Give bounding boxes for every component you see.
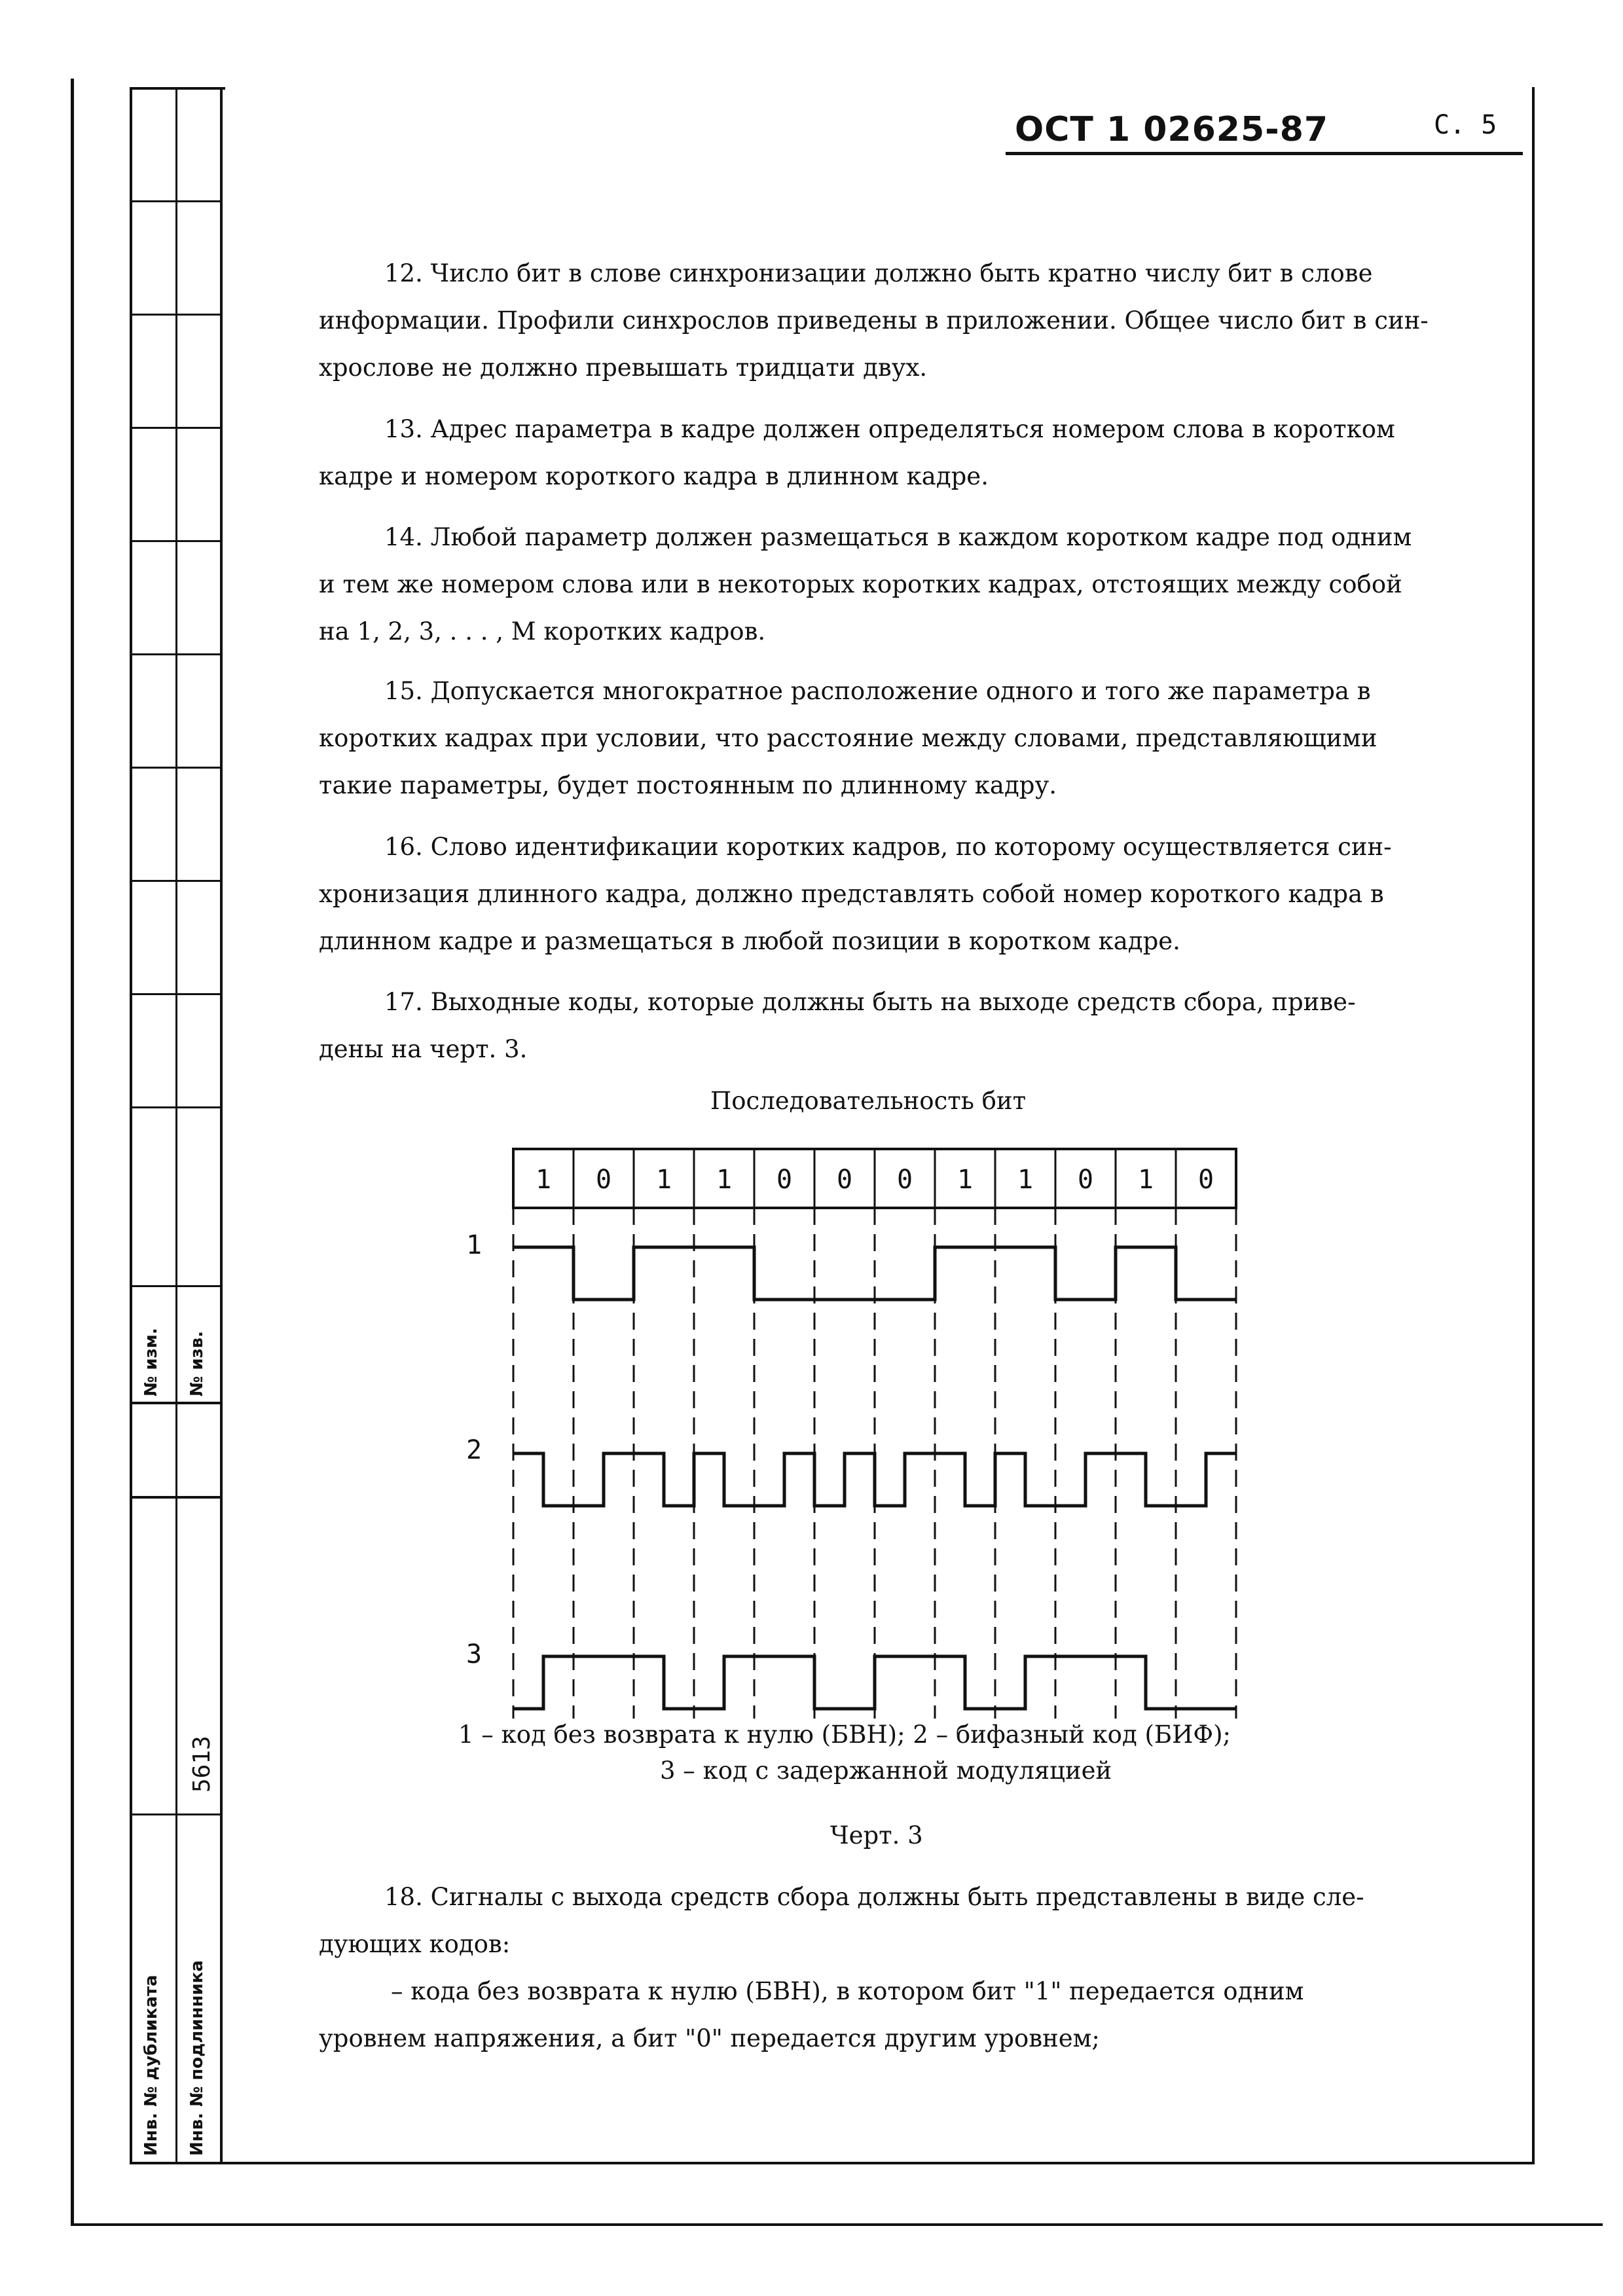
paragraph-line: дующих кодов: <box>319 1930 511 1958</box>
bit-value-label: 0 <box>896 1165 913 1195</box>
paragraph-line: 14. Любой параметр должен размещаться в каждом коротком кадре под одним <box>384 523 1412 551</box>
waveform-number-label: 2 <box>466 1435 483 1465</box>
figure-caption: Черт. 3 <box>830 1821 923 1850</box>
waveform-number-label: 3 <box>466 1639 483 1669</box>
bit-value-label: 0 <box>776 1165 793 1195</box>
page-number: С. 5 <box>1434 110 1497 140</box>
paragraph-line: 17. Выходные коды, которые должны быть на выходе средств сбора, приве- <box>384 988 1356 1016</box>
original-inventory-label: Инв. № подлинника <box>187 1960 207 2156</box>
original-inventory-number: 5613 <box>189 1736 215 1793</box>
paragraph-line: 12. Число бит в слове синхронизации должно быть кратно числу бит в слове <box>384 259 1373 287</box>
bit-value-label: 1 <box>716 1165 733 1195</box>
paragraph-line: – кода без возврата к нулю (БВН), в котором бит "1" передается одним <box>391 1977 1304 2005</box>
document-code: ОСТ 1 02625-87 <box>1015 110 1329 149</box>
bit-value-label: 1 <box>1017 1165 1034 1195</box>
bit-sequence-table <box>513 1149 1236 1208</box>
bit-value-label: 1 <box>957 1165 974 1195</box>
bit-value-label: 1 <box>655 1165 672 1195</box>
paragraph-line: 13. Адрес параметра в кадре должен определяться номером слова в коротком <box>384 415 1395 443</box>
paragraph-line: на 1, 2, 3, . . . , M коротких кадров. <box>319 617 766 646</box>
waveform-number-label: 1 <box>466 1230 483 1260</box>
bit-sequence-title: Последовательность бит <box>710 1087 1027 1115</box>
paragraph-line: 16. Слово идентификации коротких кадров, по которому осуществляется син- <box>384 833 1392 861</box>
delay-modulation-waveform <box>513 1656 1236 1709</box>
bit-value-label: 0 <box>595 1165 612 1195</box>
revision-no-label: № изм. <box>141 1328 161 1396</box>
waveform-labels <box>466 1230 482 1669</box>
paragraph-line: 18. Сигналы с выхода средств сбора должны быть представлены в виде сле- <box>384 1883 1364 1911</box>
paragraph-line: хронизация длинного кадра, должно представлять собой номер короткого кадра в <box>319 880 1384 908</box>
bit-value-label: 0 <box>836 1165 853 1195</box>
paragraph-line: дены на черт. 3. <box>319 1035 528 1063</box>
paragraph-line: 15. Допускается многократное расположение одного и того же параметра в <box>384 677 1371 705</box>
bit-value-label: 1 <box>535 1165 552 1195</box>
figure-legend-line-2: 3 – код с задержанной модуляцией <box>660 1757 1112 1785</box>
paragraph-18-item-nrz <box>319 1968 1458 2062</box>
paragraph-line: кадре и номером короткого кадра в длинном кадре. <box>319 462 989 490</box>
paragraph-line: уровнем напряжения, а бит "0" передается другим уровнем; <box>319 2024 1100 2052</box>
paragraph-line: длинном кадре и размещаться в любой позиции в коротком кадре. <box>319 927 1180 955</box>
duplicate-inventory-label: Инв. № дубликата <box>141 1975 161 2156</box>
bit-value-label: 0 <box>1197 1165 1214 1195</box>
bit-value-label: 1 <box>1137 1165 1154 1195</box>
biphase-waveform <box>513 1453 1236 1506</box>
notice-no-label: № изв. <box>187 1331 207 1396</box>
paragraph-line: информации. Профили синхрослов приведены в приложении. Общее число бит в син- <box>319 306 1429 335</box>
paragraph-line: такие параметры, будет постоянным по длинному кадру. <box>319 771 1057 799</box>
bit-value-label: 0 <box>1077 1165 1094 1195</box>
paragraph-line: хрослове не должно превышать тридцати двух. <box>319 354 928 382</box>
paragraph-18 <box>319 1874 1458 1968</box>
figure-legend-line-1: 1 – код без возврата к нулю (БВН); 2 – бифазный код (БИФ); <box>458 1721 1231 1749</box>
paragraph-line: коротких кадрах при условии, что расстояние между словами, представляющими <box>319 724 1377 752</box>
paragraph-line: и тем же номером слова или в некоторых коротких кадрах, отстоящих между собой <box>319 570 1402 598</box>
